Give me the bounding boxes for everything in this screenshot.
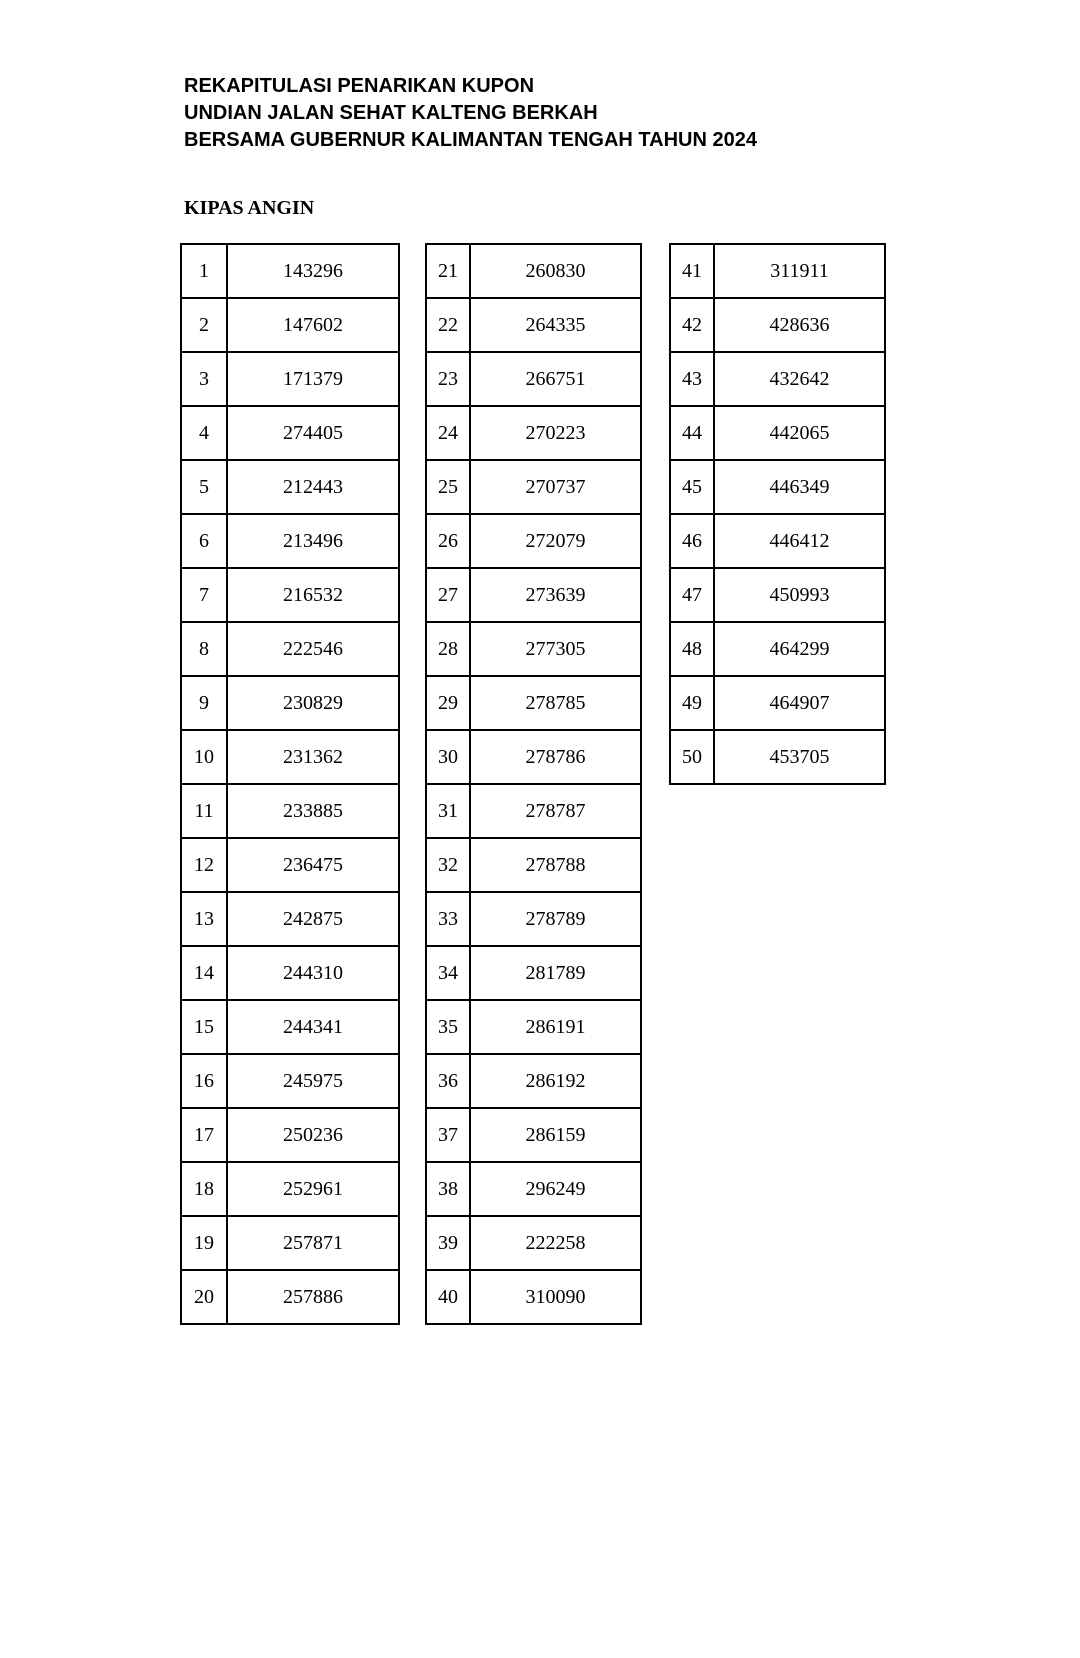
coupon-number: 231362	[227, 730, 399, 784]
table-row	[181, 1162, 399, 1216]
coupon-number: 257886	[227, 1270, 399, 1324]
row-number: 23	[426, 352, 470, 406]
table-row	[426, 1162, 641, 1216]
coupon-number: 213496	[227, 514, 399, 568]
coupon-number: 244341	[227, 1000, 399, 1054]
table-row	[181, 838, 399, 892]
coupon-number: 286192	[470, 1054, 641, 1108]
coupon-number: 453705	[714, 730, 885, 784]
table-row	[181, 1000, 399, 1054]
coupon-number: 464299	[714, 622, 885, 676]
table-row	[670, 676, 885, 730]
row-number: 8	[181, 622, 227, 676]
coupon-table-2	[425, 243, 642, 1325]
table-row	[426, 1054, 641, 1108]
table-row	[181, 1054, 399, 1108]
row-number: 25	[426, 460, 470, 514]
coupon-number: 277305	[470, 622, 641, 676]
row-number: 7	[181, 568, 227, 622]
coupon-number: 278787	[470, 784, 641, 838]
coupon-number: 286191	[470, 1000, 641, 1054]
table-row	[181, 946, 399, 1000]
table-row	[426, 1216, 641, 1270]
table-row	[426, 568, 641, 622]
row-number: 50	[670, 730, 714, 784]
row-number: 36	[426, 1054, 470, 1108]
coupon-number: 222546	[227, 622, 399, 676]
table-row	[181, 244, 399, 298]
coupon-number: 233885	[227, 784, 399, 838]
coupon-number: 260830	[470, 244, 641, 298]
table-row	[426, 1108, 641, 1162]
row-number: 21	[426, 244, 470, 298]
table-row	[181, 730, 399, 784]
coupon-number: 450993	[714, 568, 885, 622]
coupon-number: 230829	[227, 676, 399, 730]
row-number: 19	[181, 1216, 227, 1270]
table-row	[426, 676, 641, 730]
row-number: 42	[670, 298, 714, 352]
coupon-number: 311911	[714, 244, 885, 298]
table-row	[426, 784, 641, 838]
header-line-3: BERSAMA GUBERNUR KALIMANTAN TENGAH TAHUN 2024	[184, 129, 757, 151]
row-number: 18	[181, 1162, 227, 1216]
coupon-number: 244310	[227, 946, 399, 1000]
row-number: 14	[181, 946, 227, 1000]
table-row	[181, 298, 399, 352]
row-number: 26	[426, 514, 470, 568]
coupon-number: 236475	[227, 838, 399, 892]
row-number: 30	[426, 730, 470, 784]
table-row	[426, 622, 641, 676]
row-number: 10	[181, 730, 227, 784]
row-number: 31	[426, 784, 470, 838]
table-row	[426, 514, 641, 568]
coupon-number: 212443	[227, 460, 399, 514]
row-number: 4	[181, 406, 227, 460]
row-number: 17	[181, 1108, 227, 1162]
row-number: 12	[181, 838, 227, 892]
row-number: 47	[670, 568, 714, 622]
table-row	[181, 514, 399, 568]
row-number: 16	[181, 1054, 227, 1108]
table-row	[181, 622, 399, 676]
row-number: 15	[181, 1000, 227, 1054]
coupon-table-1	[180, 243, 400, 1325]
coupon-number: 446412	[714, 514, 885, 568]
row-number: 28	[426, 622, 470, 676]
row-number: 5	[181, 460, 227, 514]
table-row	[181, 676, 399, 730]
row-number: 9	[181, 676, 227, 730]
row-number: 11	[181, 784, 227, 838]
row-number: 33	[426, 892, 470, 946]
table-row	[181, 1270, 399, 1324]
coupon-number: 147602	[227, 298, 399, 352]
table-row	[426, 1000, 641, 1054]
row-number: 39	[426, 1216, 470, 1270]
coupon-table-3	[669, 243, 886, 785]
coupon-number: 310090	[470, 1270, 641, 1324]
coupon-number: 270737	[470, 460, 641, 514]
coupon-number: 270223	[470, 406, 641, 460]
coupon-number: 171379	[227, 352, 399, 406]
coupon-number: 278788	[470, 838, 641, 892]
table-row	[426, 298, 641, 352]
row-number: 29	[426, 676, 470, 730]
table-row	[181, 568, 399, 622]
table-row	[426, 946, 641, 1000]
table-row	[670, 406, 885, 460]
coupon-number: 272079	[470, 514, 641, 568]
table-row	[670, 298, 885, 352]
table-row	[670, 352, 885, 406]
table-row	[670, 460, 885, 514]
coupon-number: 257871	[227, 1216, 399, 1270]
coupon-number: 245975	[227, 1054, 399, 1108]
table-row	[426, 1270, 641, 1324]
row-number: 1	[181, 244, 227, 298]
row-number: 44	[670, 406, 714, 460]
coupon-number: 278785	[470, 676, 641, 730]
row-number: 49	[670, 676, 714, 730]
table-row	[670, 568, 885, 622]
coupon-number: 216532	[227, 568, 399, 622]
row-number: 41	[670, 244, 714, 298]
table-row	[426, 730, 641, 784]
table-row	[426, 244, 641, 298]
row-number: 3	[181, 352, 227, 406]
coupon-number: 143296	[227, 244, 399, 298]
row-number: 37	[426, 1108, 470, 1162]
table-row	[426, 406, 641, 460]
document-header	[184, 73, 757, 154]
coupon-number: 428636	[714, 298, 885, 352]
table-row	[670, 514, 885, 568]
coupon-number: 278786	[470, 730, 641, 784]
table-row	[426, 838, 641, 892]
table-row	[181, 352, 399, 406]
table-row	[426, 892, 641, 946]
coupon-number: 446349	[714, 460, 885, 514]
header-line-1: REKAPITULASI PENARIKAN KUPON	[184, 75, 535, 97]
row-number: 6	[181, 514, 227, 568]
table-row	[181, 406, 399, 460]
row-number: 32	[426, 838, 470, 892]
coupon-number: 264335	[470, 298, 641, 352]
table-row	[670, 730, 885, 784]
row-number: 45	[670, 460, 714, 514]
coupon-number: 273639	[470, 568, 641, 622]
row-number: 2	[181, 298, 227, 352]
row-number: 43	[670, 352, 714, 406]
coupon-number: 281789	[470, 946, 641, 1000]
row-number: 22	[426, 298, 470, 352]
row-number: 48	[670, 622, 714, 676]
row-number: 35	[426, 1000, 470, 1054]
table-row	[181, 460, 399, 514]
table-row	[426, 352, 641, 406]
table-row	[181, 892, 399, 946]
row-number: 46	[670, 514, 714, 568]
row-number: 24	[426, 406, 470, 460]
coupon-number: 250236	[227, 1108, 399, 1162]
row-number: 20	[181, 1270, 227, 1324]
table-row	[181, 1216, 399, 1270]
table-row	[181, 1108, 399, 1162]
coupon-number: 432642	[714, 352, 885, 406]
table-row	[181, 784, 399, 838]
header-line-2: UNDIAN JALAN SEHAT KALTENG BERKAH	[184, 102, 598, 124]
coupon-number: 222258	[470, 1216, 641, 1270]
coupon-number: 252961	[227, 1162, 399, 1216]
coupon-number: 266751	[470, 352, 641, 406]
coupon-number: 278789	[470, 892, 641, 946]
coupon-number: 242875	[227, 892, 399, 946]
coupon-number: 274405	[227, 406, 399, 460]
table-row	[426, 460, 641, 514]
coupon-number: 442065	[714, 406, 885, 460]
table-row	[670, 244, 885, 298]
row-number: 34	[426, 946, 470, 1000]
table-row	[670, 622, 885, 676]
coupon-number: 296249	[470, 1162, 641, 1216]
row-number: 13	[181, 892, 227, 946]
row-number: 40	[426, 1270, 470, 1324]
coupon-number: 286159	[470, 1108, 641, 1162]
row-number: 38	[426, 1162, 470, 1216]
row-number: 27	[426, 568, 470, 622]
section-title: KIPAS ANGIN	[184, 197, 315, 219]
coupon-number: 464907	[714, 676, 885, 730]
